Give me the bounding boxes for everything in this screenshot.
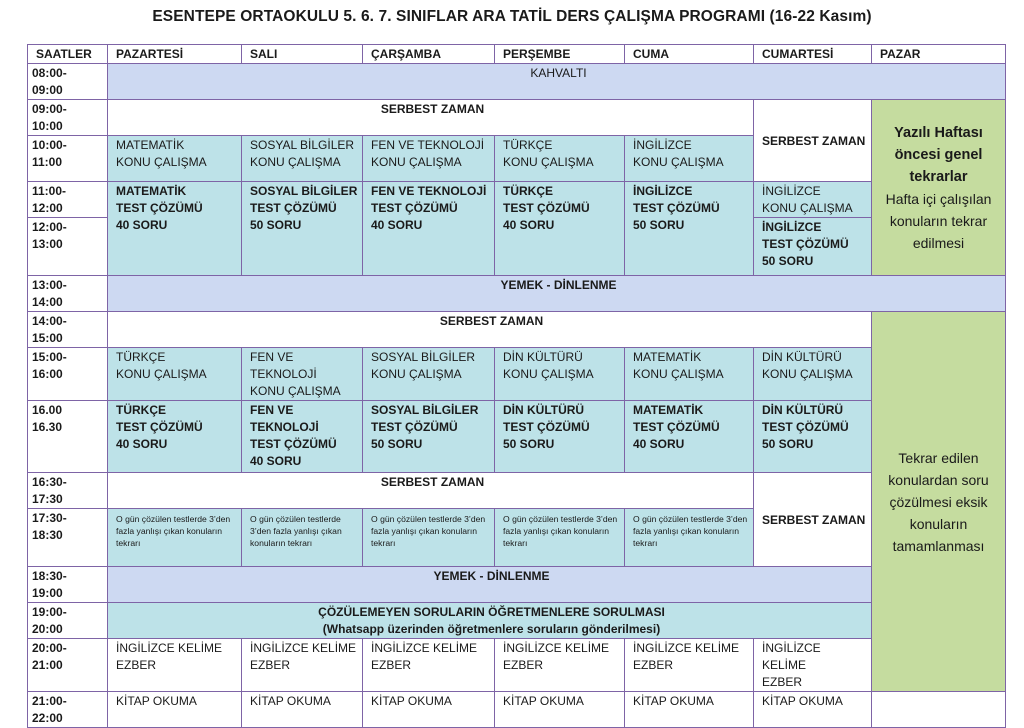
konu-calisma-cell: İNGİLİZCE KONU ÇALIŞMA: [625, 136, 754, 182]
test-cozumu-cell: TÜRKÇE TEST ÇÖZÜMÜ 40 SORU: [495, 182, 625, 276]
konu-calisma-cell: FEN VE TEKNOLOJİ KONU ÇALIŞMA: [242, 348, 363, 401]
header-carsamba: ÇARŞAMBA: [363, 45, 495, 64]
hour-cell: 12:00- 13:00: [28, 218, 108, 276]
test-cozumu-cell: İNGİLİZCE TEST ÇÖZÜMÜ 50 SORU: [625, 182, 754, 276]
serbest-zaman-cell: SERBEST ZAMAN: [108, 100, 754, 136]
kitap-okuma-cell: KİTAP OKUMA: [242, 692, 363, 728]
row-0900: [28, 100, 1006, 136]
test-cozumu-cell: FEN VE TEKNOLOJİ TEST ÇÖZÜMÜ 40 SORU: [242, 401, 363, 473]
konu-calisma-cell: FEN VE TEKNOLOJİ KONU ÇALIŞMA: [363, 136, 495, 182]
kitap-okuma-cell: KİTAP OKUMA: [108, 692, 242, 728]
test-cozumu-cell: İNGİLİZCE TEST ÇÖZÜMÜ 50 SORU: [754, 218, 872, 276]
konu-calisma-cell: İNGİLİZCE KONU ÇALIŞMA: [754, 182, 872, 218]
row-2000: [28, 639, 1006, 692]
row-1400: [28, 312, 1006, 348]
hour-cell: 19:00- 20:00: [28, 603, 108, 639]
header-row: [28, 45, 1006, 64]
yemek-dinlenme-cell: YEMEK - DİNLENME: [108, 567, 872, 603]
pazar-genel-tekrar-title: Yazılı Haftası öncesi genel tekrarlar: [894, 124, 983, 185]
hour-cell: 21:00- 22:00: [28, 692, 108, 728]
konu-calisma-cell: TÜRKÇE KONU ÇALIŞMA: [108, 348, 242, 401]
serbest-zaman-cell: SERBEST ZAMAN: [108, 312, 872, 348]
header-cuma: CUMA: [625, 45, 754, 64]
serbest-zaman-cumartesi: SERBEST ZAMAN: [754, 473, 872, 567]
hour-cell: 14:00- 15:00: [28, 312, 108, 348]
hour-cell: 13:00- 14:00: [28, 276, 108, 312]
yemek-dinlenme-cell: YEMEK - DİNLENME: [108, 276, 1006, 312]
test-cozumu-cell: MATEMATİK TEST ÇÖZÜMÜ 40 SORU: [625, 401, 754, 473]
header-saatler: SAATLER: [28, 45, 108, 64]
hour-cell: 16.00 16.30: [28, 401, 108, 473]
tekrar-cell: O gün çözülen testlerde 3’den fazla yanlışı çıkan konuların tekrarı: [363, 509, 495, 567]
hour-cell: 16:30- 17:30: [28, 473, 108, 509]
test-cozumu-cell: MATEMATİK TEST ÇÖZÜMÜ 40 SORU: [108, 182, 242, 276]
test-cozumu-cell: SOSYAL BİLGİLER TEST ÇÖZÜMÜ 50 SORU: [363, 401, 495, 473]
hour-cell: 15:00- 16:00: [28, 348, 108, 401]
test-cozumu-cell: SOSYAL BİLGİLER TEST ÇÖZÜMÜ 50 SORU: [242, 182, 363, 276]
konu-calisma-cell: SOSYAL BİLGİLER KONU ÇALIŞMA: [363, 348, 495, 401]
tekrar-cell: O gün çözülen testlerde 3’den fazla yanlışı çıkan konuların tekrarı: [495, 509, 625, 567]
kelime-ezber-cell: İNGİLİZCE KELİME EZBER: [625, 639, 754, 692]
hour-cell: 18:30- 19:00: [28, 567, 108, 603]
soru-sorma-subtitle: (Whatsapp üzerinden öğretmenlere soruların gönderilmesi): [322, 622, 661, 636]
soru-sorma-title: ÇÖZÜLEMEYEN SORULARIN ÖĞRETMENLERE SORULMASI: [318, 605, 665, 619]
kitap-okuma-cell: KİTAP OKUMA: [625, 692, 754, 728]
serbest-zaman-cumartesi: SERBEST ZAMAN: [754, 100, 872, 182]
kitap-okuma-cell: KİTAP OKUMA: [754, 692, 872, 728]
hour-cell: 10:00- 11:00: [28, 136, 108, 182]
pazar-genel-tekrar-text: Hafta içi çalışılan konuların tekrar edilmesi: [885, 190, 992, 251]
tekrar-cell: O gün çözülen testlerde 3’den fazla yanlışı çıkan konuların tekrarı: [625, 509, 754, 567]
tekrar-cell: O gün çözülen testlerde 3’den fazla yanlışı çıkan konuların tekrarı: [242, 509, 363, 567]
pazar-genel-tekrar: [872, 100, 1006, 276]
kahvalti-cell: KAHVALTI: [108, 64, 1006, 100]
konu-calisma-cell: MATEMATİK KONU ÇALIŞMA: [108, 136, 242, 182]
row-1100: [28, 182, 1006, 218]
row-1600: [28, 401, 1006, 473]
test-cozumu-cell: DİN KÜLTÜRÜ TEST ÇÖZÜMÜ 50 SORU: [754, 401, 872, 473]
kitap-okuma-cell: KİTAP OKUMA: [495, 692, 625, 728]
hour-cell: 09:00- 10:00: [28, 100, 108, 136]
kitap-okuma-cell: KİTAP OKUMA: [363, 692, 495, 728]
tekrar-cell: O gün çözülen testlerde 3’den fazla yanlışı çıkan konuların tekrarı: [108, 509, 242, 567]
serbest-zaman-cell: SERBEST ZAMAN: [108, 473, 754, 509]
hour-cell: 20:00- 21:00: [28, 639, 108, 692]
kelime-ezber-cell: İNGİLİZCE KELİME EZBER: [242, 639, 363, 692]
soru-sorma-cell: [108, 603, 872, 639]
header-cumartesi: CUMARTESİ: [754, 45, 872, 64]
row-1300: [28, 276, 1006, 312]
kelime-ezber-cell: İNGİLİZCE KELİME EZBER: [495, 639, 625, 692]
pazar-soru-cozumu: Tekrar edilen konulardan soru çözülmesi eksik konuların tamamlanması: [872, 312, 1006, 692]
row-2100: [28, 692, 1006, 728]
empty-cell: [872, 692, 1006, 728]
row-1830: [28, 567, 1006, 603]
konu-calisma-cell: TÜRKÇE KONU ÇALIŞMA: [495, 136, 625, 182]
hour-cell: 17:30- 18:30: [28, 509, 108, 567]
header-persembe: PERŞEMBE: [495, 45, 625, 64]
hour-cell: 08:00- 09:00: [28, 64, 108, 100]
row-1500: [28, 348, 1006, 401]
konu-calisma-cell: DİN KÜLTÜRÜ KONU ÇALIŞMA: [754, 348, 872, 401]
hour-cell: 11:00- 12:00: [28, 182, 108, 218]
document-title: ESENTEPE ORTAOKULU 5. 6. 7. SINIFLAR ARA TATİL DERS ÇALIŞMA PROGRAMI (16-22 Kasım): [152, 8, 872, 25]
row-0800: [28, 64, 1006, 100]
header-pazartesi: PAZARTESİ: [108, 45, 242, 64]
row-1630: [28, 473, 1006, 509]
kelime-ezber-cell: İNGİLİZCE KELİME EZBER: [754, 639, 872, 692]
schedule-table: [27, 44, 1006, 728]
konu-calisma-cell: MATEMATİK KONU ÇALIŞMA: [625, 348, 754, 401]
row-1900: [28, 603, 1006, 639]
test-cozumu-cell: DİN KÜLTÜRÜ TEST ÇÖZÜMÜ 50 SORU: [495, 401, 625, 473]
kelime-ezber-cell: İNGİLİZCE KELİME EZBER: [108, 639, 242, 692]
test-cozumu-cell: TÜRKÇE TEST ÇÖZÜMÜ 40 SORU: [108, 401, 242, 473]
konu-calisma-cell: DİN KÜLTÜRÜ KONU ÇALIŞMA: [495, 348, 625, 401]
header-pazar: PAZAR: [872, 45, 1006, 64]
kelime-ezber-cell: İNGİLİZCE KELİME EZBER: [363, 639, 495, 692]
header-sali: SALI: [242, 45, 363, 64]
test-cozumu-cell: FEN VE TEKNOLOJİ TEST ÇÖZÜMÜ 40 SORU: [363, 182, 495, 276]
konu-calisma-cell: SOSYAL BİLGİLER KONU ÇALIŞMA: [242, 136, 363, 182]
